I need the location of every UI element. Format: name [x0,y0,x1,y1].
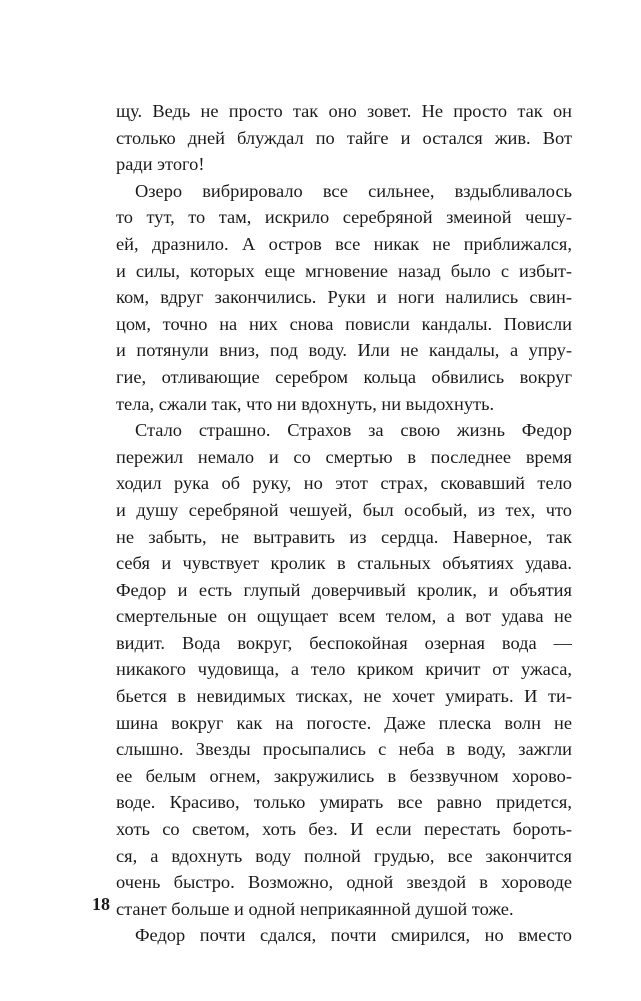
text-line: воде. Красиво, только умирать все равно придется, [116,792,572,813]
text-line: столько дней блуждал по тайге и остался жив. Вот [116,127,572,148]
text-line: Федор почти сдался, почти смирился, но вместо [135,925,572,946]
text-line: слышно. Звезды просыпались с неба в воду, зажгли [116,739,572,760]
text-line: щу. Ведь не просто так оно зовет. Не просто так он [116,101,572,121]
text-line: и потянули вниз, под воду. Или не кандалы, а упру- [116,340,572,361]
text-line: ком, вдруг закончились. Руки и ноги налились свин- [116,287,572,308]
text-line: тела, сжали так, что ни вдохнуть, ни выдохнуть. [116,393,495,414]
text-line: не забыть, не вытравить из сердца. Наверное, так [116,526,572,547]
text-line: смертельные он ощущает всем телом, а вот удава не [116,606,572,627]
text-line: хоть со светом, хоть без. И если перестать бороть- [116,819,572,840]
text-line: Федор и есть глупый доверчивый кролик, и объятия [116,579,572,600]
text-line: ходил рука об руку, но этот страх, сковавший тело [116,473,572,494]
text-line: видит. Вода вокруг, беспокойная озерная вода — [116,632,572,653]
text-line: бьется в невидимых тисках, не хочет умирать. И ти- [116,686,572,707]
page-number: 18 [92,894,110,914]
text-line: шина вокруг как на погосте. Даже плеска волн не [116,712,572,733]
text-line: ей, дразнило. А остров все никак не приближался, [116,233,572,254]
text-line: станет больше и одной неприкаянной душой тоже. [116,898,514,919]
text-line: Озеро вибрировало все сильнее, вздыбливалось [135,180,572,201]
text-line: себя и чувствует кролик в стальных объятиях удава. [116,553,572,574]
text-line: ее белым огнем, закружились в беззвучном хорово- [116,765,572,786]
text-line: ся, а вдохнуть воду полной грудью, все закончится [116,845,572,866]
text-line: цом, точно на них снова повисли кандалы. Повисли [116,313,572,334]
text-line: никакого чудовища, а тело криком кричит от ужаса, [116,659,572,680]
text-line: и душу серебряной чешуей, был особый, из тех, что [116,499,572,520]
text-line: гие, отливающие серебром кольца обвились вокруг [116,366,572,387]
text-line: пережил немало и со смертью в последнее время [116,446,572,467]
text-line: и силы, которых еще мгновение назад было с избыт- [116,260,572,281]
text-line: Стало страшно. Страхов за свою жизнь Федор [135,420,572,441]
text-line: то тут, то там, искрило серебряной змеиной чешу- [116,207,572,228]
text-line: ради этого! [116,154,205,175]
text-line: очень быстро. Возможно, одной звездой в хороводе [116,872,572,893]
body-text [116,98,572,949]
